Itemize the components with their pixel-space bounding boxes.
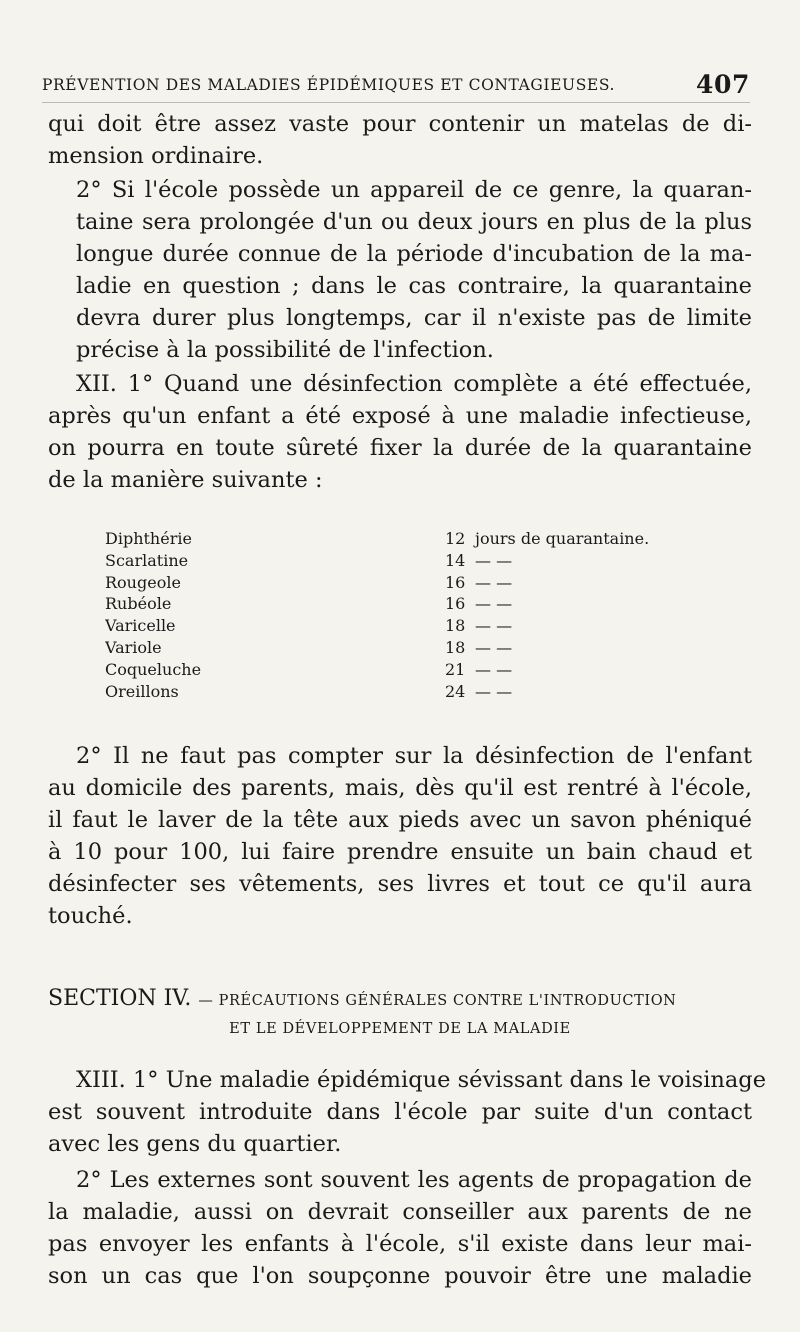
text-line: avec les gens du quartier. [48,1131,342,1157]
disease-cell [105,681,445,703]
text-line: on pourra en toute sûreté fixer la durée de la quarantaine [48,435,752,461]
text-line: ladie en question ; dans le cas contraire, la quarantaine [76,273,752,299]
text-line: 2° Les externes sont souvent les agents de propagation de [76,1167,752,1193]
quarantine-days: 12 [445,529,466,548]
disease-name: Coqueluche [105,659,202,679]
text-line: la maladie, aussi on devrait conseiller aux parents de ne [48,1199,752,1225]
table-row [105,615,705,637]
disease-name: Varicelle [105,616,176,636]
section-label: SECTION IV. [48,986,192,1011]
section-heading [48,985,752,1043]
disease-cell [105,659,445,681]
text-line: XII. 1° Quand une désinfection complète a été effectuée, [76,371,752,397]
disease-name: Oreillons [105,681,179,701]
table-row [105,550,705,572]
disease-cell [105,615,445,637]
quarantine-days: 16 [445,594,466,614]
quarantine-unit: jours de quarantaine. [475,529,650,548]
quarantine-unit: — — [475,616,513,636]
quarantine-unit: — — [475,594,513,614]
page-number: 407 [696,70,750,99]
text-line: 2° Il ne faut pas compter sur la désinfection de l'enfant [76,743,752,769]
text-line: à 10 pour 100, lui faire prendre ensuite un bain chaud et [48,839,752,865]
paragraph-5 [48,1064,767,1164]
disease-name: Scarlatine [105,550,189,570]
quarantine-days: 18 [445,616,466,636]
table-row [105,593,705,615]
quarantine-days: 16 [445,572,466,592]
text-line: qui doit être assez vaste pour contenir un matelas de di- [48,111,752,137]
text-line: il faut le laver de la tête aux pieds avec un savon phéniqué [48,807,752,833]
disease-cell [105,637,445,659]
text-line: mension ordinaire. [48,143,264,169]
disease-name: Diphthérie [105,529,192,548]
paragraph-2 [48,174,752,370]
paragraph-3 [48,368,752,500]
quarantine-days: 21 [445,659,466,679]
text-line: XIII. 1° Une maladie épidémique sévissant dans le voisinage [76,1067,767,1093]
table-row [105,572,705,594]
quarantine-unit: — — [475,550,513,570]
running-title: PRÉVENTION DES MALADIES ÉPIDÉMIQUES ET CONTAGIEUSES. [42,76,616,94]
quarantine-table [105,528,705,702]
section-title-line-2: ET LE DÉVELOPPEMENT DE LA MALADIE [229,1021,571,1037]
running-header [42,72,750,103]
quarantine-days: 18 [445,637,466,657]
text-line: devra durer plus longtemps, car il n'existe pas de limite [76,305,752,331]
paragraph-6 [48,1164,752,1296]
disease-cell [105,572,445,594]
text-line: touché. [48,903,133,929]
text-line: longue durée connue de la période d'incubation de la ma- [76,241,752,267]
quarantine-unit: — — [475,681,513,701]
table-row [105,659,705,681]
text-line: taine sera prolongée d'un ou deux jours en plus de la plus [76,209,752,235]
disease-cell [105,593,445,615]
text-line: désinfecter ses vêtements, ses livres et tout ce qu'il aura [48,871,752,897]
text-line: 2° Si l'école possède un appareil de ce genre, la quaran- [76,177,752,203]
paragraph-4 [48,740,752,936]
quarantine-days: 24 [445,681,466,701]
quarantine-unit: — — [475,637,513,657]
paragraph-1 [48,108,752,176]
text-line: pas envoyer les enfants à l'école, s'il existe dans leur mai- [48,1231,752,1257]
disease-name: Rougeole [105,572,181,592]
table-row [105,528,705,550]
text-line: de la manière suivante : [48,467,323,493]
disease-name: Rubéole [105,594,172,614]
text-line: au domicile des parents, mais, dès qu'il est rentré à l'école, [48,775,752,801]
table-row [105,637,705,659]
text-line: précise à la possibilité de l'infection. [76,337,494,363]
quarantine-days: 14 [445,550,466,570]
section-title-line-1: — PRÉCAUTIONS GÉNÉRALES CONTRE L'INTRODUCTION [198,993,677,1009]
quarantine-unit: — — [475,659,513,679]
text-line: son un cas que l'on soupçonne pouvoir être une maladie [48,1263,752,1289]
disease-name: Variole [105,637,162,657]
disease-cell [105,550,445,572]
quarantine-unit: — — [475,572,513,592]
text-line: après qu'un enfant a été exposé à une maladie infectieuse, [48,403,752,429]
table-row [105,681,705,703]
text-line: est souvent introduite dans l'école par suite d'un contact [48,1099,752,1125]
disease-cell [105,528,445,550]
